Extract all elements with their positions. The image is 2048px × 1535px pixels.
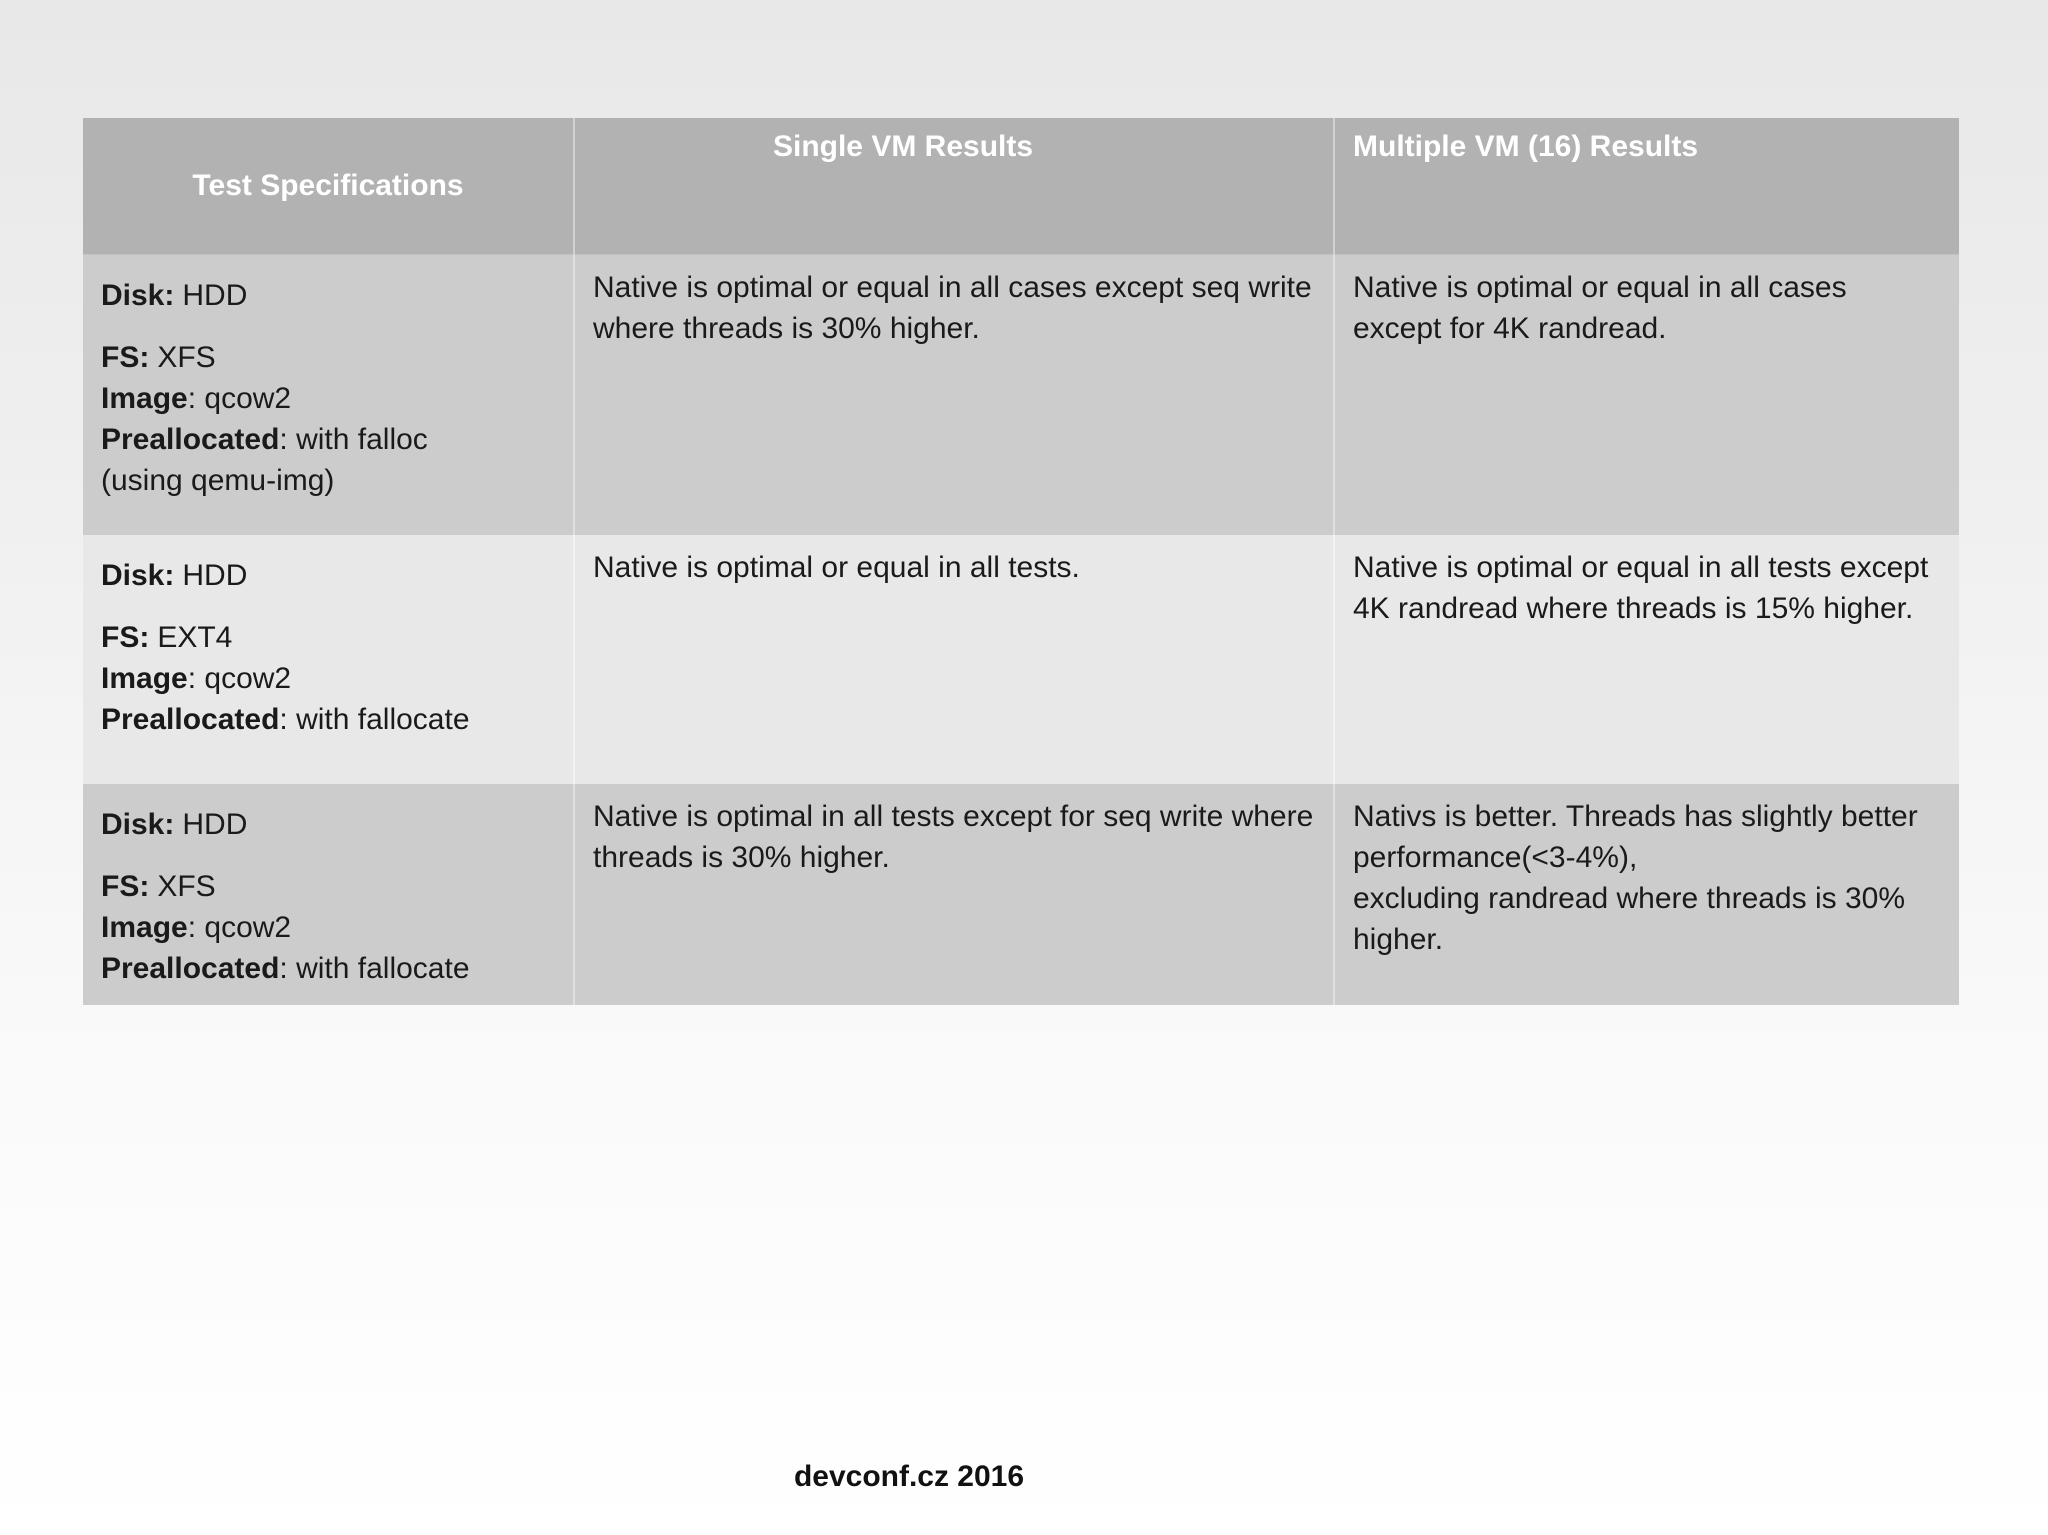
spec-label: Image [101, 381, 188, 415]
spec-cell [83, 535, 574, 784]
spec-value: : with falloc [279, 422, 428, 456]
header-test-specifications: Test Specifications [83, 118, 574, 254]
header-single-vm-results: Single VM Results [574, 118, 1334, 254]
multiple-vm-result-cell [1334, 784, 1959, 1005]
spec-label: FS: [101, 621, 150, 654]
spec-value: HDD [182, 278, 248, 312]
spec-preallocated-note: (using qemu-img) [101, 463, 335, 497]
result-text: Nativs is better. Threads has slightly better performance(<3-4%), [1353, 800, 1918, 874]
spec-image [101, 907, 555, 948]
footer-conference-label: devconf.cz 2016 [793, 1460, 1025, 1493]
spec-preallocated [101, 419, 555, 460]
spec-preallocated [101, 699, 555, 740]
spec-label: Disk: [101, 278, 175, 312]
spec-value: EXT4 [157, 621, 233, 654]
multiple-vm-result-cell [1334, 254, 1959, 535]
spec-value: : with fallocate [279, 703, 470, 736]
spec-label: Disk: [101, 559, 175, 592]
spec-disk [101, 804, 555, 845]
spec-preallocated [101, 948, 555, 989]
spec-fs [101, 866, 555, 907]
header-multiple-vm-results: Multiple VM (16) Results [1334, 118, 1959, 254]
result-text: Native is optimal or equal in all cases except seq write where threads is 30% higher. [593, 270, 1312, 345]
spec-value: : qcow2 [187, 662, 292, 695]
spec-cell [83, 784, 574, 1005]
table-row [83, 254, 1959, 535]
multiple-vm-result-cell [1334, 535, 1959, 784]
table-row [83, 535, 1959, 784]
table-row [83, 784, 1959, 1005]
spec-label: FS: [101, 340, 150, 374]
result-text: excluding randread where threads is 30% higher. [1353, 882, 1905, 956]
result-text: Native is optimal or equal in all tests except 4K randread where threads is 15% higher. [1353, 551, 1929, 625]
single-vm-result-cell [574, 784, 1334, 1005]
header-row [83, 118, 1959, 254]
spec-value: HDD [182, 808, 248, 841]
result-text: Native is optimal or equal in all cases except for 4K randread. [1353, 270, 1847, 345]
single-vm-result-cell [574, 535, 1334, 784]
spec-value: : qcow2 [187, 381, 292, 415]
spec-label: Preallocated [101, 952, 280, 985]
spec-label: Disk: [101, 808, 175, 841]
spec-label: FS: [101, 870, 150, 903]
single-vm-result-cell [574, 254, 1334, 535]
result-text: Native is optimal or equal in all tests. [593, 551, 1080, 584]
spec-label: Image [101, 911, 188, 944]
results-table [83, 118, 1959, 1005]
spec-image [101, 658, 555, 699]
result-text: Native is optimal in all tests except for seq write where threads is 30% higher. [593, 800, 1314, 874]
spec-label: Preallocated [101, 703, 280, 736]
spec-label: Preallocated [101, 422, 280, 456]
spec-disk [101, 275, 555, 316]
spec-value: : qcow2 [187, 911, 292, 944]
spec-label: Image [101, 662, 188, 695]
spec-value: XFS [157, 870, 216, 903]
spec-value: HDD [182, 559, 248, 592]
spec-image [101, 378, 555, 419]
spec-cell [83, 254, 574, 535]
spec-disk [101, 555, 555, 596]
spec-fs [101, 337, 555, 378]
spec-value: : with fallocate [279, 952, 470, 985]
spec-value: XFS [157, 340, 216, 374]
spec-fs [101, 617, 555, 658]
